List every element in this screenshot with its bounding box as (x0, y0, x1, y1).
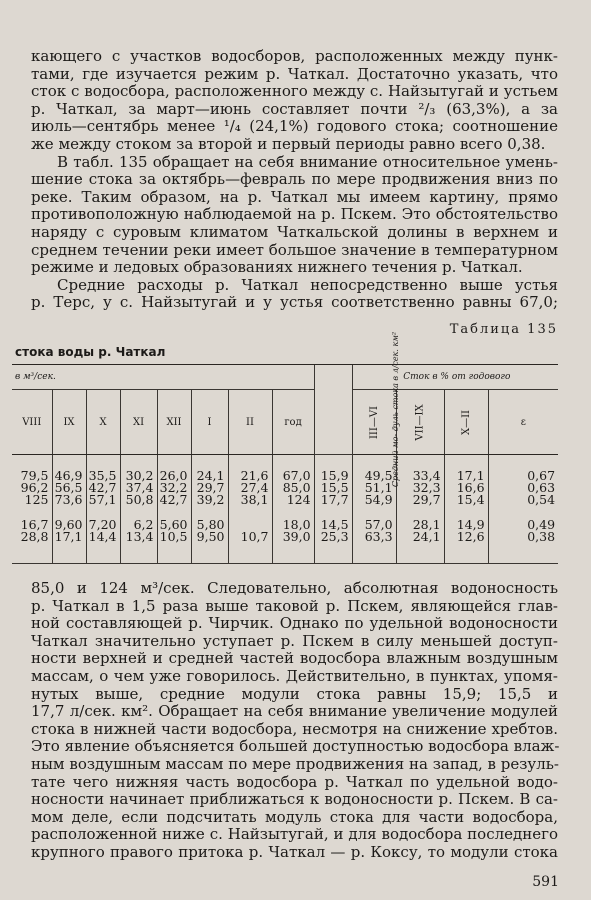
text-line: массам, о чем уже говорилось. Действительно, в пунктах, упомя- (31, 666, 558, 685)
text-line: тами, где изучается режим р. Чаткал. Достаточно указать, что (31, 64, 558, 83)
module-header: Средний мо- дуль стока в л/сек. км² (314, 365, 352, 455)
text-line: режиме и ледовых образованиях нижнего течения р. Чаткал. (31, 258, 523, 277)
text-line: ности верхней и средней частей водосбора влажным воздушным (31, 649, 558, 668)
col-header: XI (120, 390, 157, 455)
text-line: мом деле, если подсчитать модуль стока для части водосбора, (31, 807, 558, 826)
text-line: носности начинает приближаться к водоносности р. Пскем. В са- (31, 790, 558, 809)
col-header: III—VI (352, 390, 396, 455)
col-header: VII—IX (396, 390, 444, 455)
table-row: 79,5 46,9 35,5 30,2 26,0 24,1 21,6 67,0 15,9 49,5 33,4 17,1 0,67 (12, 470, 558, 482)
text-line: р. Терс, у с. Найзытугай и у устья соответственно равны 67,0; (31, 293, 558, 312)
col-header: VIII (12, 390, 52, 455)
text-line: же между стоком за второй и первый периоды равно всего 0,38. (31, 134, 546, 153)
text-line: тате чего нижняя часть водосбора р. Чаткал по удельной водо- (31, 772, 558, 791)
text-line: июль—сентябрь менее ¹/₄ (24,1%) годового стока; соотношение (31, 117, 558, 136)
bottom-paragraph (31, 580, 558, 862)
table-number: Таблица 135 (449, 322, 558, 337)
table-title: стока воды р. Чаткал (15, 345, 166, 359)
table-row: 125 73,6 57,1 50,8 42,7 39,2 38,1 124 17,7 54,9 29,7 15,4 0,54 (12, 494, 558, 506)
text-line: Чаткал значительно уступает р. Пскем в силу меньшей доступ- (31, 631, 558, 650)
text-line: 85,0 и 124 м³/сек. Следовательно, абсолютная водоносность (31, 579, 558, 597)
text-line: расположенной ниже с. Найзытугай, и для водосбора последнего (31, 825, 558, 844)
text-line: ным воздушным массам по мере продвижения на запад, в резуль- (31, 754, 560, 773)
col-header: ε (488, 390, 558, 455)
text-line: кающего с участков водосборов, расположенных между пунк- (31, 47, 558, 65)
col-header: XII (157, 390, 191, 455)
text-line: среднем течении реки имеет большое значение в температурном (31, 240, 558, 259)
group-header-flow: в м³/сек. (12, 365, 314, 390)
page-number: 591 (532, 874, 559, 890)
text-line: р. Чаткал в 1,5 раза выше таковой р. Пскем, являющейся глав- (31, 596, 558, 615)
text-line: 17,7 л/сек. км². Обращает на себя внимание увеличение модулей (31, 702, 558, 721)
text-line: шение стока за октябрь—февраль по мере продвижения вниз по (31, 170, 558, 189)
col-header: IX (52, 390, 86, 455)
table-row: 28,8 17,1 14,4 13,4 10,5 9,50 10,7 39,0 25,3 63,3 24,1 12,6 0,38 (12, 531, 558, 543)
text-line: Средние расходы р. Чаткал непосредственно выше устья (57, 275, 558, 294)
text-line: наряду с суровым климатом Чаткальской долины в верхнем и (31, 222, 558, 241)
text-line: сток с водосбора, расположенного между с. Найзытугай и устьем (31, 82, 558, 101)
text-line: Это явление объясняется большей доступностью водосбора влаж- (31, 737, 560, 756)
table-row: 16,7 9,60 7,20 6,2 5,60 5,80 18,0 14,5 57,0 28,1 14,9 0,49 (12, 519, 558, 531)
text-line: В табл. 135 обращает на себя внимание относительное умень- (57, 152, 558, 171)
top-paragraphs (31, 48, 558, 312)
text-line: нутых выше, средние модули стока равны 15,9; 15,5 и (31, 684, 558, 703)
text-line: реке. Таким образом, на р. Чаткал мы имеем картину, прямо (31, 187, 558, 206)
col-header: X (86, 390, 120, 455)
col-header: год (272, 390, 314, 455)
text-line: противоположную наблюдаемой на р. Пскем. Это обстоятельство (31, 205, 558, 224)
col-header: I (191, 390, 228, 455)
text-line: ной составляющей р. Чирчик. Однако по удельной водоносности (31, 614, 558, 633)
table-row: 96,2 56,5 42,7 37,4 32,2 29,7 27,4 85,0 15,5 51,1 32,3 16,6 0,63 (12, 482, 558, 494)
group-header-percent: Сток в % от годового (352, 365, 558, 390)
text-line: р. Чаткал, за март—июнь составляет почти ²/₃ (63,3%), а за (31, 99, 558, 118)
text-line: стока в нижней части водосбора, несмотря на снижение хребтов. (31, 719, 558, 738)
text-line: крупного правого притока р. Чаткал — р. Коксу, то модули стока (31, 842, 558, 861)
col-header: II (228, 390, 272, 455)
col-header: X—II (444, 390, 488, 455)
